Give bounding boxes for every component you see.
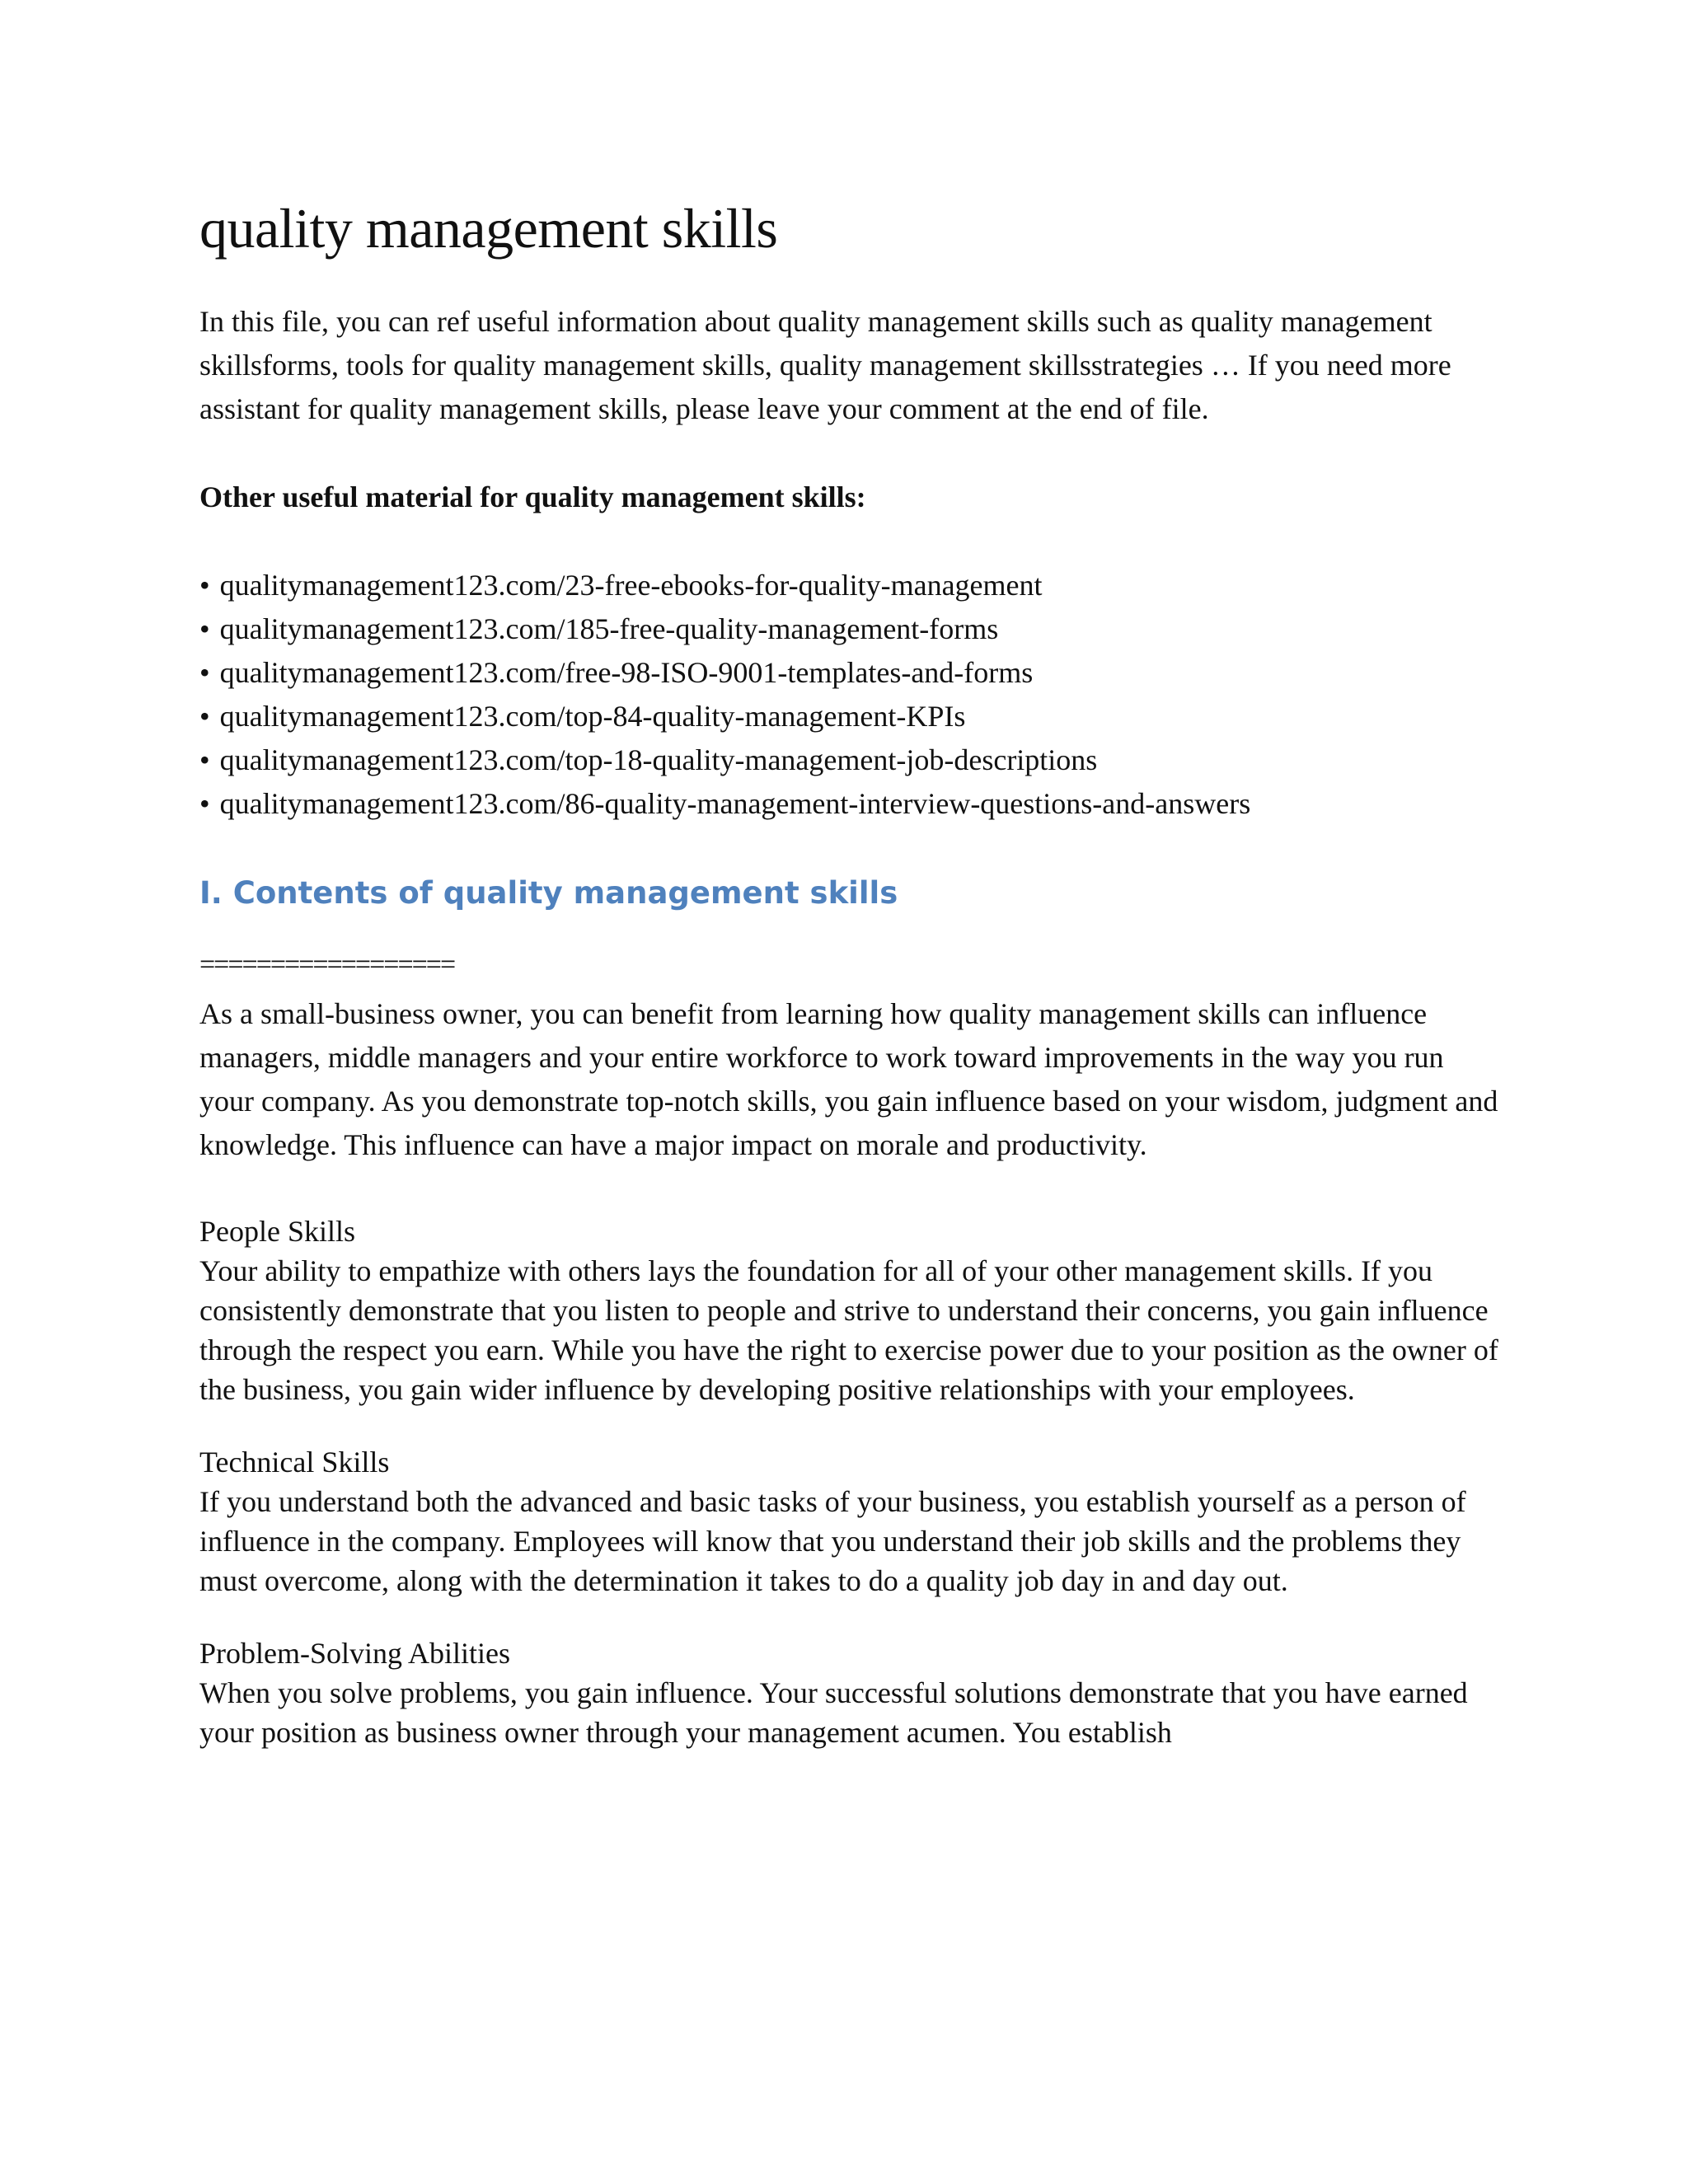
list-item — [199, 782, 1502, 826]
link-list — [199, 564, 1502, 826]
page-title: quality management skills — [199, 197, 778, 260]
intro-paragraph: In this file, you can ref useful information about quality management skills such as quality management skillsforms, tools for quality management skills, quality management skillsstrategies … If you need more assistant for quality management skills, please leave your comment at the end of file. — [199, 305, 1451, 425]
link-free-forms[interactable]: qualitymanagement123.com/185-free-quality-management-forms — [219, 612, 999, 645]
section-paragraph: When you solve problems, you gain influence. Your successful solutions demonstrate that you have earned your position as business owner through your management acumen. You establish — [199, 1676, 1468, 1749]
link-interview-questions[interactable]: qualitymanagement123.com/86-quality-management-interview-questions-and-answers — [219, 787, 1251, 820]
body-intro-paragraph: As a small-business owner, you can benefit from learning how quality management skills can influence managers, middle managers and your entire workforce to work toward improvements in the way you run your company. As you demonstrate top-notch skills, you gain influence based on your wisdom, judgment and knowledge. This influence can have a major impact on morale and productivity. — [199, 997, 1498, 1161]
list-item — [199, 695, 1502, 738]
list-item — [199, 564, 1502, 607]
list-item — [199, 607, 1502, 651]
section-subheading: Technical Skills — [199, 1446, 390, 1479]
section-technical-skills — [199, 1442, 1502, 1601]
section-heading: I. Contents of quality management skills — [199, 875, 898, 911]
section-paragraph: If you understand both the advanced and basic tasks of your business, you establish yourself as a person of influence in the company. Employees will know that you understand their job skills and the problems they must overcome, along with the determination it takes to do a quality job day in and day out. — [199, 1485, 1466, 1597]
link-kpis[interactable]: qualitymanagement123.com/top-84-quality-management-KPIs — [219, 700, 966, 733]
section-subheading: Problem-Solving Abilities — [199, 1637, 511, 1670]
list-item — [199, 738, 1502, 782]
list-item — [199, 651, 1502, 695]
document-content — [199, 191, 1502, 1785]
link-iso-templates[interactable]: qualitymanagement123.com/free-98-ISO-9001-templates-and-forms — [219, 656, 1034, 689]
section-subheading: People Skills — [199, 1215, 356, 1248]
link-free-ebooks[interactable]: qualitymanagement123.com/23-free-ebooks-for-quality-management — [219, 569, 1043, 602]
section-people-skills — [199, 1212, 1502, 1409]
section-paragraph: Your ability to empathize with others lays the foundation for all of your other management skills. If you consistently demonstrate that you listen to people and strive to understand their concerns, you gain influence through the respect you earn. While you have the right to exercise power due to your position as the owner of the business, you gain wider influence by developing positive relationships with your employees. — [199, 1254, 1498, 1406]
other-materials-heading: Other useful material for quality management skills: — [199, 480, 866, 513]
divider-line: ================== — [199, 949, 455, 980]
section-problem-solving — [199, 1633, 1502, 1752]
link-job-descriptions[interactable]: qualitymanagement123.com/top-18-quality-management-job-descriptions — [219, 743, 1098, 776]
